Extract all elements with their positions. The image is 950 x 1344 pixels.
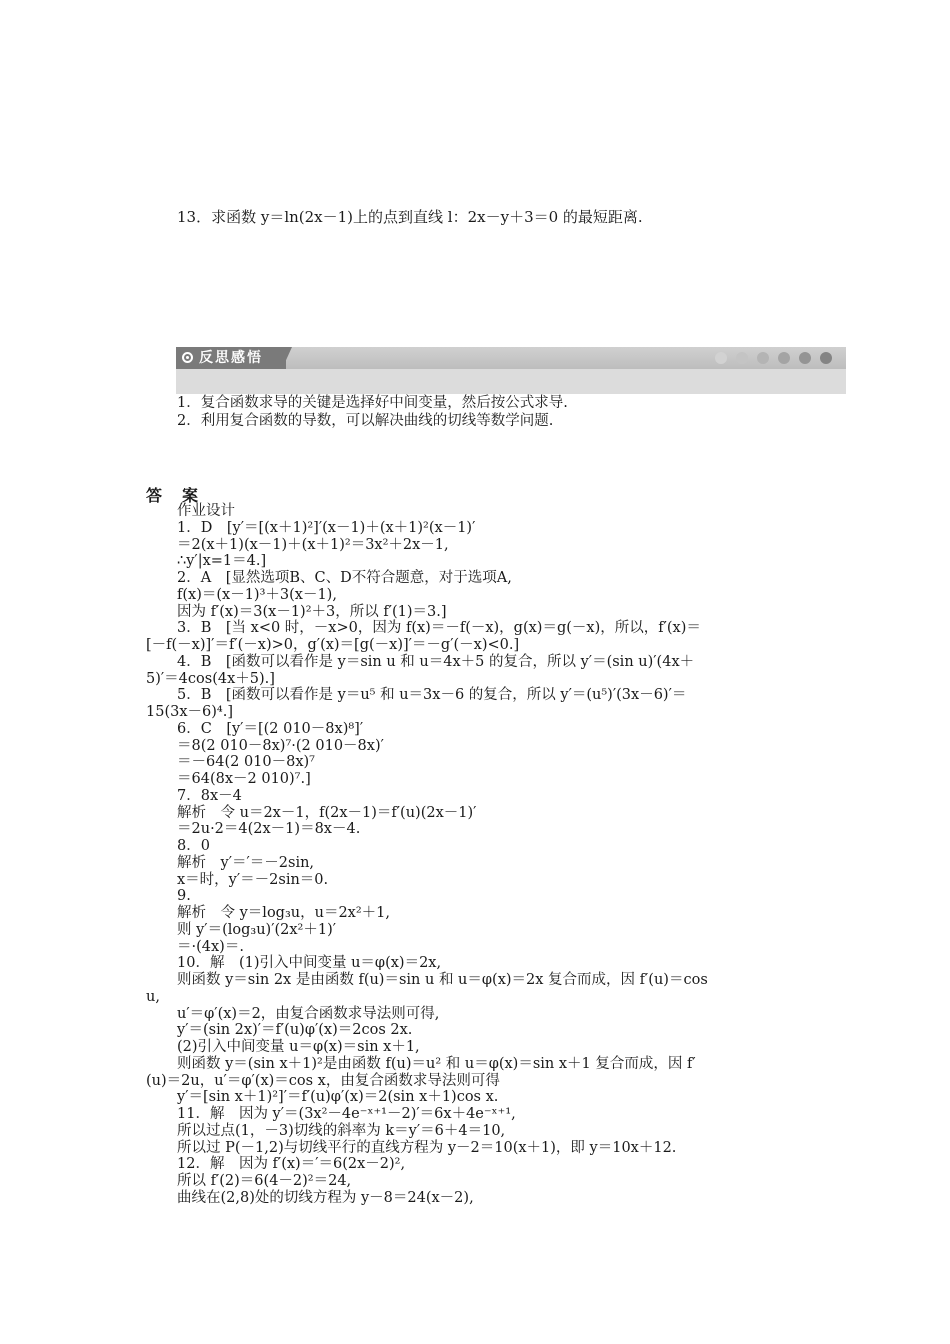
- banner-slant: [282, 347, 292, 369]
- banner-bottom-bar: [176, 369, 846, 394]
- answer-line: [－f(－x)]′＝f′(－x)>0，g′(x)＝[g(－x)]′＝－g′(－x)<0.]: [146, 637, 520, 653]
- section-label: [176, 347, 286, 369]
- answer-line: y′＝(sin 2x)′＝f′(u)φ′(x)＝2cos 2x.: [177, 1022, 413, 1039]
- answer-line: 11．解 因为 y′＝(3x²－4e⁻ˣ⁺¹－2)′＝6x＋4e⁻ˣ⁺¹,: [177, 1106, 516, 1122]
- answer-line: 2．A [显然选项B、C、D不符合题意，对于选项A,: [177, 570, 512, 586]
- answer-line: ＝64(8x－2 010)⁷.]: [177, 771, 311, 787]
- banner-dot: [757, 352, 769, 364]
- answer-line: 所以过点(1，－3)切线的斜率为 k＝y′＝6＋4＝10,: [177, 1122, 506, 1139]
- answer-line: ＝－64(2 010－8x)⁷: [177, 754, 315, 771]
- answer-line: 因为 f′(x)＝3(x－1)²＋3，所以 f′(1)＝3.]: [177, 603, 447, 620]
- question-13: 13．求函数 y＝ln(2x－1)上的点到直线 l：2x－y＋3＝0 的最短距离.: [177, 208, 643, 226]
- banner-dot: [715, 352, 727, 364]
- answer-line: 4．B [函数可以看作是 y＝sin u 和 u＝4x＋5 的复合，所以 y′＝(sin u)′(4x＋: [177, 653, 695, 670]
- answer-line: ∴y′|x=1＝4.]: [177, 553, 267, 570]
- answer-line: 7．8x－4: [177, 787, 242, 804]
- section-banner: [176, 347, 846, 394]
- answer-line: 12．解 因为 f′(x)＝′＝6(2x－2)²,: [177, 1156, 406, 1173]
- answer-line: 则 y′＝(log₃u)′(2x²＋1)′: [177, 921, 337, 938]
- answer-line: x＝时，y′＝－2sin＝0.: [177, 871, 329, 888]
- answer-line: 3．B [当 x<0 时，－x>0，因为 f(x)＝－f(－x)，g(x)＝g(－x)，所以，f′(x)＝: [177, 620, 701, 637]
- target-icon: [182, 352, 193, 363]
- answer-line: 5．B [函数可以看作是 y＝u⁵ 和 u＝3x－6 的复合，所以 y′＝(u⁵)′(3x－6)′＝: [177, 687, 687, 704]
- banner-dot: [736, 352, 748, 364]
- answer-line: 曲线在(2,8)处的切线方程为 y－8＝24(x－2),: [177, 1189, 474, 1206]
- banner-dots: [715, 352, 832, 364]
- answer-line: 作业设计: [177, 503, 235, 519]
- answer-line: 解析 y′＝′＝－2sin,: [177, 854, 315, 871]
- banner-dot: [778, 352, 790, 364]
- banner-dot: [820, 352, 832, 364]
- answer-line: ＝2(x＋1)(x－1)＋(x＋1)²＝3x²＋2x－1,: [177, 536, 449, 553]
- answer-line: (u)＝2u，u′＝φ′(x)＝cos x，由复合函数求导法则可得: [146, 1072, 500, 1089]
- answer-line: ＝·(4x)＝.: [177, 938, 244, 955]
- reflection-item: 1．复合函数求导的关键是选择好中间变量，然后按公式求导.: [177, 395, 568, 411]
- answer-line: 15(3x－6)⁴.]: [146, 704, 233, 720]
- answer-line: 解析 令 u＝2x－1，f(2x－1)＝f′(u)(2x－1)′: [177, 804, 477, 821]
- answer-line: (2)引入中间变量 u＝φ(x)＝sin x＋1,: [177, 1039, 420, 1055]
- answer-line: ＝2u·2＝4(2x－1)＝8x－4.: [177, 821, 361, 838]
- banner-dot: [799, 352, 811, 364]
- reflection-item: 2．利用复合函数的导数，可以解决曲线的切线等数学问题.: [177, 413, 554, 429]
- answer-line: 所以 f′(2)＝6(4－2)²＝24,: [177, 1173, 352, 1189]
- answer-line: 解析 令 y＝log₃u，u＝2x²＋1,: [177, 905, 390, 921]
- answer-line: ＝8(2 010－8x)⁷·(2 010－8x)′: [177, 737, 384, 754]
- answer-line: 5)′＝4cos(4x＋5).]: [146, 670, 275, 687]
- answer-line: y′＝[sin x＋1)²]′＝f′(u)φ′(x)＝2(sin x＋1)cos x.: [177, 1089, 499, 1106]
- answer-line: 则函数 y＝sin 2x 是由函数 f(u)＝sin u 和 u＝φ(x)＝2x 复合而成，因 f′(u)＝cos: [177, 972, 708, 988]
- answer-line: f(x)＝(x－1)³＋3(x－1),: [177, 586, 337, 603]
- answer-line: 则函数 y＝(sin x＋1)²是由函数 f(u)＝u² 和 u＝φ(x)＝sin x＋1 复合而成，因 f′: [177, 1055, 696, 1072]
- answer-line: 所以过 P(－1,2)与切线平行的直线方程为 y－2＝10(x＋1)，即 y＝10x＋12.: [177, 1139, 677, 1156]
- answer-line: 9.: [177, 888, 191, 905]
- answer-line: u,: [146, 988, 160, 1005]
- answer-line: u′＝φ′(x)＝2，由复合函数求导法则可得,: [177, 1005, 440, 1022]
- answers-heading: 答 案: [146, 486, 201, 505]
- answer-line: 10．解 (1)引入中间变量 u＝φ(x)＝2x,: [177, 955, 442, 972]
- answer-line: 6．C [y′＝[(2 010－8x)⁸]′: [177, 720, 364, 737]
- answer-line: 8．0: [177, 838, 210, 854]
- section-title: 反思感悟: [199, 350, 263, 366]
- answer-line: 1．D [y′＝[(x＋1)²]′(x－1)＋(x＋1)²(x－1)′: [177, 519, 476, 536]
